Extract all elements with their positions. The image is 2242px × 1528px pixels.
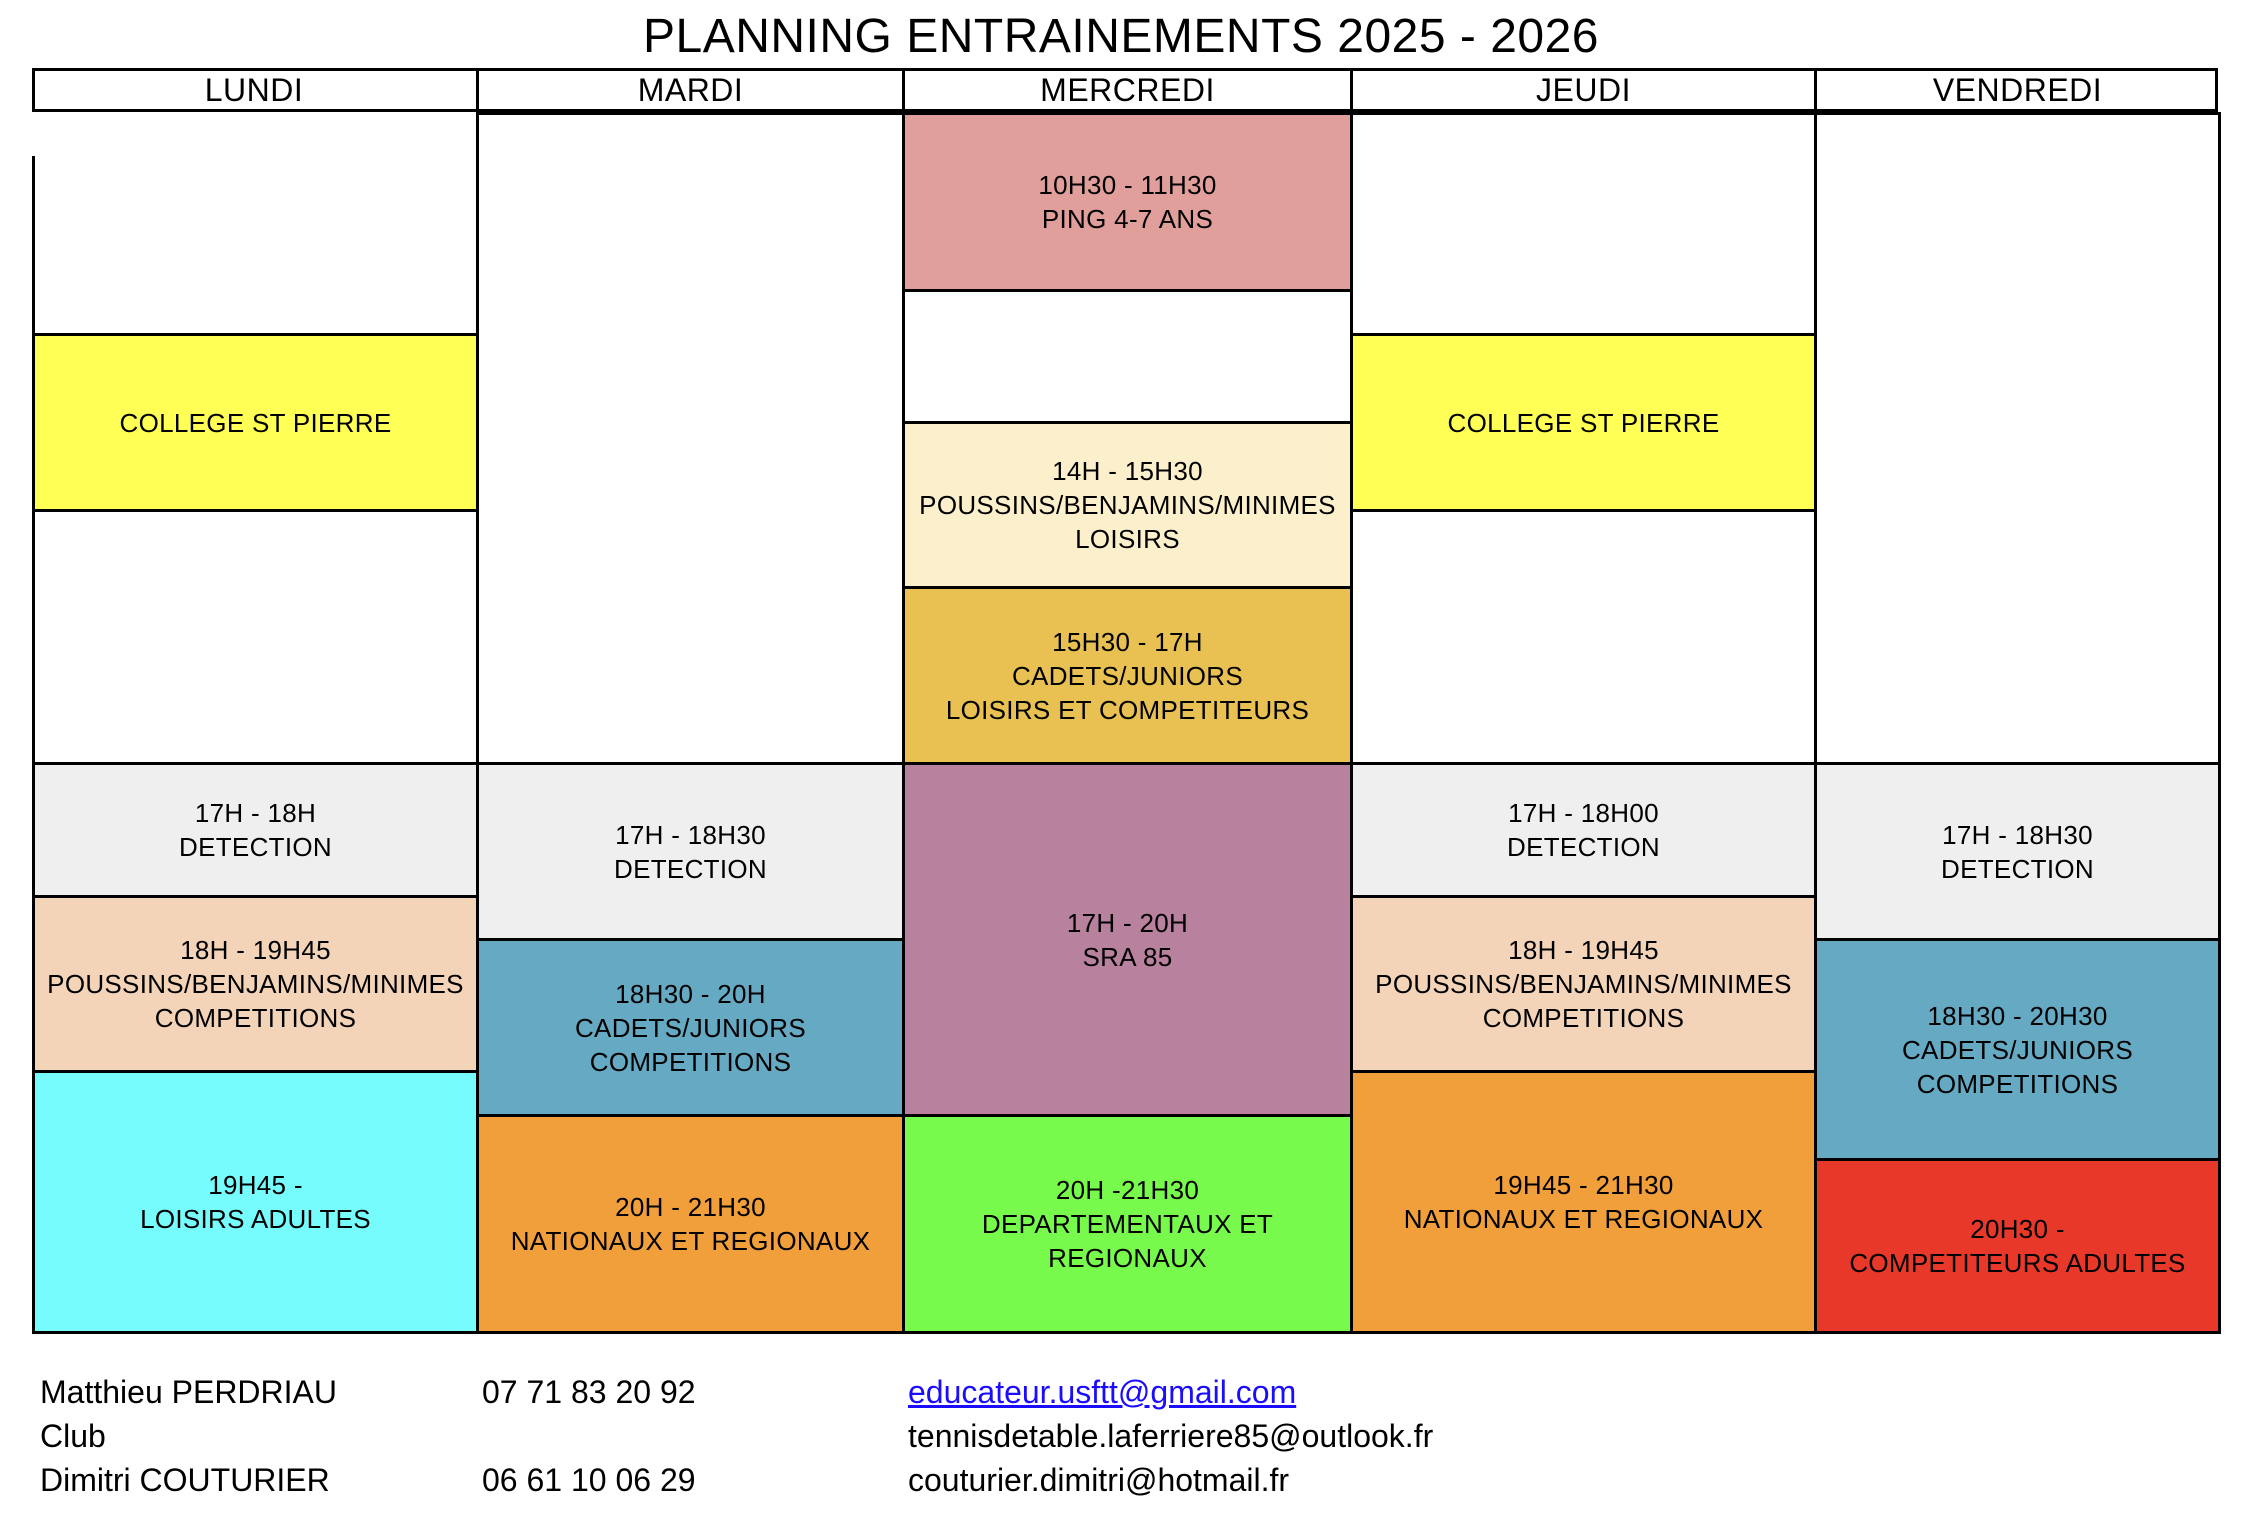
contact-phone: 07 71 83 20 92: [482, 1374, 696, 1410]
session-text-line: 19H45 -: [208, 1170, 303, 1200]
session-block: [902, 421, 1353, 589]
session-text-line: 18H30 - 20H30: [1927, 1000, 2108, 1031]
page-title: PLANNING ENTRAINEMENTS 2025 - 2026: [643, 10, 1599, 63]
session-text-line: 17H - 18H30: [1942, 819, 2093, 850]
empty-slot: [1814, 112, 2221, 765]
session-text-line: 20H - 21H30: [615, 1192, 766, 1222]
session-block: [1814, 762, 2221, 941]
day-column-jeudi: [1350, 112, 1817, 1331]
contact-row: [40, 1458, 1640, 1502]
day-header-lundi: LUNDI: [204, 72, 304, 108]
empty-slot: [32, 112, 479, 336]
session-block: [476, 938, 905, 1117]
contact-row: [40, 1414, 1640, 1458]
session-text-line: DETECTION: [614, 853, 767, 884]
session-block: [1814, 1158, 2221, 1334]
session-text-line: REGIONAUX: [1048, 1243, 1207, 1273]
day-column-vendredi: [1814, 112, 2221, 1331]
session-text-line: CADETS/JUNIORS: [574, 1012, 806, 1043]
empty-slot: [476, 112, 905, 765]
session-text-line: 20H30 -: [1970, 1214, 2065, 1244]
session-block: [1814, 938, 2221, 1161]
session-text-line: COLLEGE ST PIERRE: [119, 407, 392, 438]
session-text-line: 17H - 18H30: [615, 819, 766, 850]
day-column-mercredi: [902, 112, 1353, 1331]
session-block: [32, 333, 479, 512]
session-text-line: COMPETITIONS: [1482, 1003, 1685, 1033]
session-text-line: NATIONAUX ET REGIONAUX: [510, 1226, 871, 1256]
session-text-line: SRA 85: [1082, 941, 1173, 972]
session-text-line: 18H - 19H45: [180, 935, 331, 965]
session-text-line: COMPETITIONS: [154, 1003, 357, 1033]
session-text-line: LOISIRS ET COMPETITEURS: [945, 694, 1310, 725]
day-column-lundi: [32, 112, 479, 1331]
session-text-line: COMPETITIONS: [589, 1046, 792, 1077]
session-text-line: POUSSINS/BENJAMINS/MINIMES: [47, 969, 464, 999]
session-text-line: 10H30 - 11H30: [1038, 170, 1217, 200]
session-block: [32, 762, 479, 898]
session-text-line: DEPARTEMENTAUX ET: [981, 1209, 1274, 1239]
session-text-line: 14H - 15H30: [1052, 456, 1203, 486]
session-block: [32, 1070, 479, 1334]
session-block: [1350, 762, 1817, 898]
session-text-line: CADETS/JUNIORS: [1901, 1034, 2133, 1065]
session-block: [32, 895, 479, 1073]
contact-name: Matthieu PERDRIAU: [40, 1374, 337, 1410]
empty-slot: [32, 509, 479, 765]
session-block: [476, 762, 905, 941]
session-text-line: POUSSINS/BENJAMINS/MINIMES: [919, 490, 1336, 520]
session-block: [1350, 895, 1817, 1073]
session-text-line: 17H - 20H: [1066, 907, 1189, 938]
session-text-line: 18H - 19H45: [1508, 935, 1659, 965]
session-text-line: COLLEGE ST PIERRE: [1447, 407, 1720, 438]
contact-email: tennisdetable.laferriere85@outlook.fr: [908, 1418, 1434, 1454]
session-block: [902, 1114, 1353, 1334]
empty-slot: [1350, 509, 1817, 765]
day-header-vendredi: VENDREDI: [1814, 71, 2218, 109]
session-text-line: DETECTION: [1941, 853, 2094, 884]
session-text-line: 20H -21H30: [1055, 1175, 1200, 1205]
day-column-mardi: [476, 112, 905, 1331]
session-block: [902, 762, 1353, 1117]
session-text-line: CADETS/JUNIORS: [1011, 660, 1243, 691]
session-text-line: 19H45 - 21H30: [1493, 1170, 1674, 1200]
session-text-line: 17H - 18H: [194, 798, 317, 828]
contact-email: couturier.dimitri@hotmail.fr: [908, 1462, 1290, 1498]
contact-name: Club: [40, 1418, 106, 1454]
session-block: [902, 112, 1353, 292]
day-header-jeudi: JEUDI: [1350, 71, 1814, 109]
day-header-mardi: MARDI: [476, 71, 902, 109]
day-header-row: [32, 68, 2218, 112]
empty-slot: [902, 289, 1353, 424]
session-text-line: COMPETITIONS: [1916, 1068, 2119, 1099]
session-text-line: NATIONAUX ET REGIONAUX: [1403, 1204, 1764, 1234]
session-text-line: LOISIRS ADULTES: [140, 1204, 371, 1234]
contact-email-link[interactable]: educateur.usftt@gmail.com: [908, 1374, 1297, 1410]
empty-slot: [1350, 112, 1817, 336]
contact-name: Dimitri COUTURIER: [40, 1462, 330, 1498]
session-block: [902, 586, 1353, 765]
grid-line: [32, 156, 35, 333]
session-text-line: LOISIRS: [1075, 524, 1180, 554]
session-block: [1350, 333, 1817, 512]
day-header-mercredi: MERCREDI: [902, 71, 1350, 109]
session-text-line: DETECTION: [1507, 832, 1660, 862]
session-text-line: DETECTION: [179, 832, 332, 862]
session-block: [476, 1114, 905, 1334]
session-text-line: 17H - 18H00: [1508, 798, 1659, 828]
session-block: [1350, 1070, 1817, 1334]
session-text-line: POUSSINS/BENJAMINS/MINIMES: [1375, 969, 1792, 999]
session-text-line: PING 4-7 ANS: [1041, 204, 1214, 234]
session-text-line: 18H30 - 20H: [615, 978, 766, 1009]
contact-phone: 06 61 10 06 29: [482, 1462, 696, 1498]
contact-row: [40, 1370, 1640, 1414]
session-text-line: 15H30 - 17H: [1052, 626, 1203, 657]
session-text-line: COMPETITEURS ADULTES: [1849, 1248, 2186, 1278]
